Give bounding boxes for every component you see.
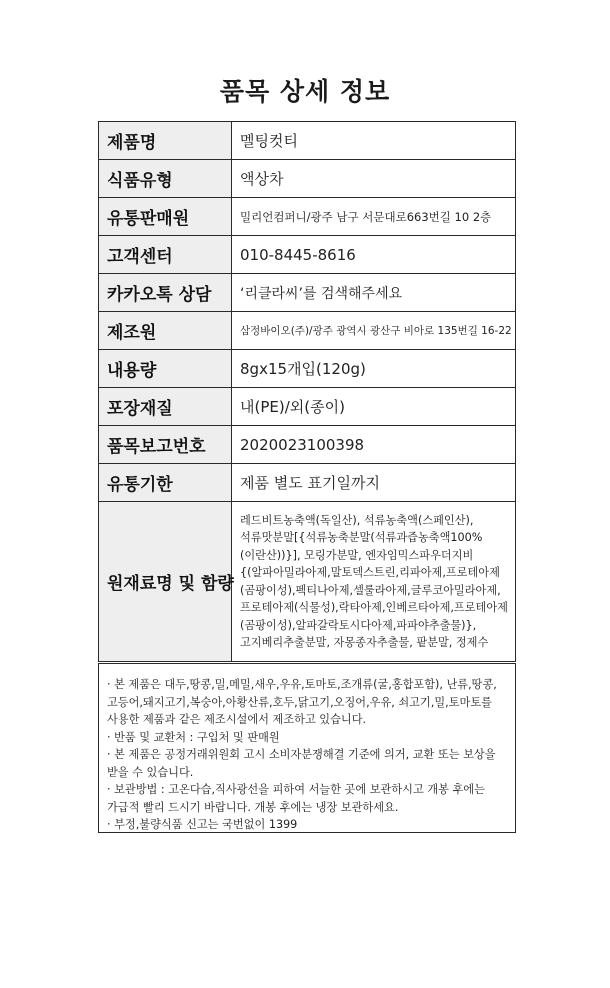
value-packaging: 내(PE)/외(종이) (232, 388, 516, 426)
note-storage: · 보관방법 : 고온다습,직사광선을 피하여 서늘한 곳에 보관하시고 개봉 후에는 가급적 빨리 드시기 바랍니다. 개봉 후에는 냉장 보관하세요. (107, 783, 485, 814)
label-packaging: 포장재질 (99, 388, 232, 426)
value-customer-center: 010-8445-8616 (232, 236, 516, 274)
row-food-type (99, 160, 516, 198)
label-product-name: 제품명 (99, 122, 232, 160)
label-expiration: 유통기한 (99, 464, 232, 502)
value-manufacturer: 삼정바이오(주)/광주 광역시 광산구 비아로 135번길 16-22 (232, 312, 516, 350)
value-expiration: 제품 별도 표기일까지 (232, 464, 516, 502)
row-customer-center (99, 236, 516, 274)
page-title: 품목 상세 정보 (219, 77, 391, 106)
label-report-number: 품목보고번호 (99, 426, 232, 464)
value-distributor: 밀리언컴퍼니/광주 남구 서문대로663번길 10 2층 (232, 198, 516, 236)
note-report: · 부정,불량식품 신고는 국번없이 1399 (107, 818, 298, 831)
row-ingredients (99, 502, 516, 662)
row-manufacturer (99, 312, 516, 350)
label-ingredients: 원재료명 및 함량 (99, 502, 232, 662)
row-kakaotalk (99, 274, 516, 312)
note-compensation: · 본 제품은 공정거래위원회 고시 소비자분쟁해결 기준에 의거, 교환 또는 보상을 받을 수 있습니다. (107, 748, 496, 779)
label-food-type: 식품유형 (99, 160, 232, 198)
notes-box (98, 663, 516, 833)
row-packaging (99, 388, 516, 426)
note-allergen: · 본 제품은 대두,땅콩,밀,메밀,새우,우유,토마토,조개류(굴,홍합포함), 난류,땅콩,고등어,돼지고기,복숭아,아황산류,호두,닭고기,오징어,우유, 쇠고기,밀,토마토를 사용한 제품과 같은 제조시설에서 제조하고 있습니다. (107, 678, 497, 726)
value-ingredients: 레드비트농축액(독일산), 석류농축액(스페인산), 석류맛분말[{석류농축분말(석류과즙농축액100%(이란산))}], 모링가분말, 엔자임믹스파우더지비{(알파아밀라아제,말토덱스트린,리파아제,프로테아제(곰팡이성),펙티나아제,셀룰라아제,글루코아밀라아제,프로테아제(식물성),락타아제,인베르타아제,프로테아제(곰팡이성),알파갈락토시다아제,파파야추출물)}, 고지베리추출분말, 자몽종자추출물, 팥분말, 정제수 (232, 502, 516, 662)
value-food-type: 액상차 (232, 160, 516, 198)
row-product-name (99, 122, 516, 160)
value-net-content: 8gx15개입(120g) (232, 350, 516, 388)
value-product-name: 멜팅컷티 (232, 122, 516, 160)
row-expiration (99, 464, 516, 502)
product-info-table (98, 121, 516, 662)
value-report-number: 2020023100398 (232, 426, 516, 464)
label-customer-center: 고객센터 (99, 236, 232, 274)
row-distributor (99, 198, 516, 236)
note-return: · 반품 및 교환처 : 구입처 및 판매원 (107, 730, 280, 744)
row-report-number (99, 426, 516, 464)
label-net-content: 내용량 (99, 350, 232, 388)
label-kakaotalk: 카카오톡 상담 (99, 274, 232, 312)
row-net-content (99, 350, 516, 388)
label-distributor: 유통판매원 (99, 198, 232, 236)
label-manufacturer: 제조원 (99, 312, 232, 350)
value-kakaotalk: ‘리클라씨’를 검색해주세요 (232, 274, 516, 312)
